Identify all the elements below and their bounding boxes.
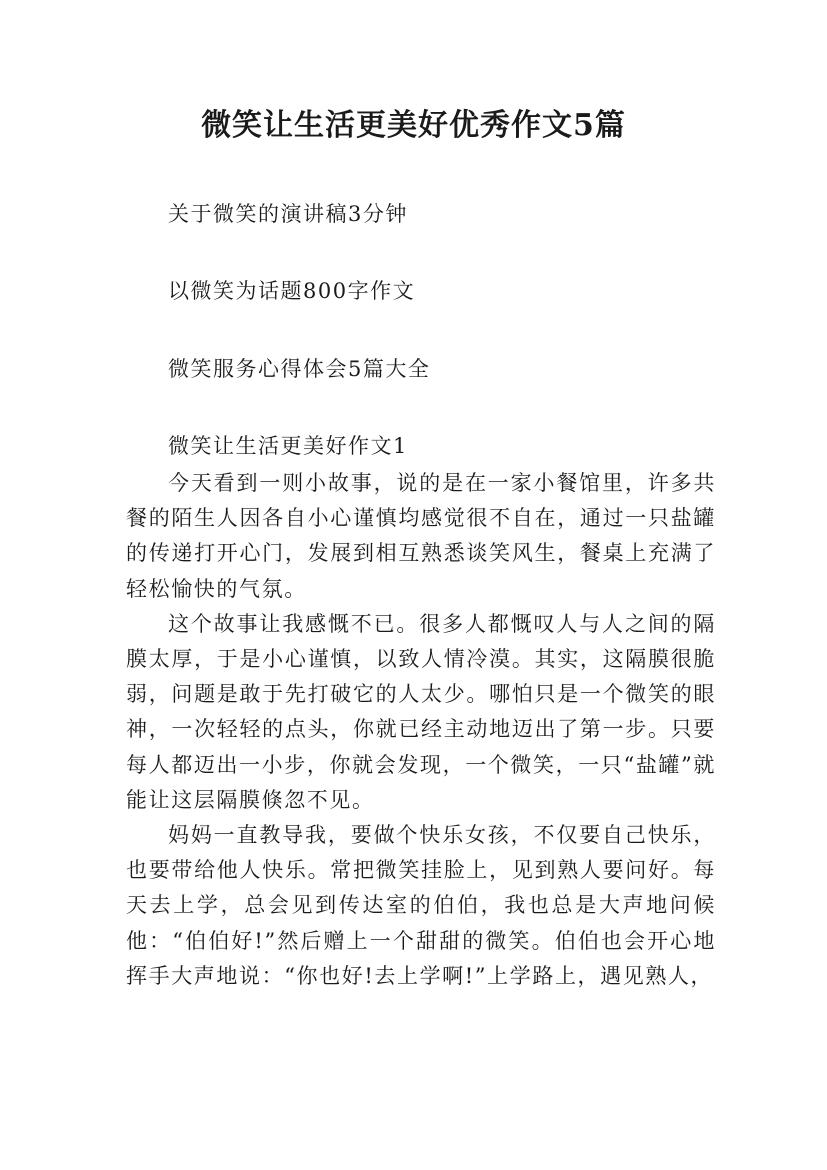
related-article-link[interactable]: 微笑服务心得体会5篇大全 [168, 357, 431, 381]
paragraph: 妈妈一直教导我，要做个快乐女孩，不仅要自己快乐，也要带给他人快乐。常把微笑挂脸上，见到熟人要问好。每天去上学，总会见到传达室的伯伯，我也总是大声地问候他：“伯伯好!”然后赠上一个甜甜的微笑。伯伯也会开心地挥手大声地说：“你也好!去上学啊!”上学路上，遇见熟人， [126, 823, 716, 988]
document-title: 微笑让生活更美好优秀作文5篇 [201, 108, 626, 143]
related-article-link[interactable]: 关于微笑的演讲稿3分钟 [168, 202, 408, 226]
paragraph: 这个故事让我感慨不已。很多人都慨叹人与人之间的隔膜太厚，于是小心谨慎，以致人情冷漠。其实，这隔膜很脆弱，问题是敢于先打破它的人太少。哪怕只是一个微笑的眼神，一次轻轻的点头，你就已经主动地迈出了第一步。只要每人都迈出一小步，你就会发现，一个微笑，一只“盐罐”就能让这层隔膜倏忽不见。 [126, 611, 716, 812]
related-article-link[interactable]: 以微笑为话题800字作文 [168, 279, 416, 303]
article-body [126, 466, 716, 994]
paragraph: 今天看到一则小故事，说的是在一家小餐馆里，许多共餐的陌生人因各自小心谨慎均感觉很不自在，通过一只盐罐的传递打开心门，发展到相互熟悉谈笑风生，餐桌上充满了轻松愉快的气氛。 [126, 471, 716, 601]
section-heading: 微笑让生活更美好作文1 [168, 434, 408, 458]
